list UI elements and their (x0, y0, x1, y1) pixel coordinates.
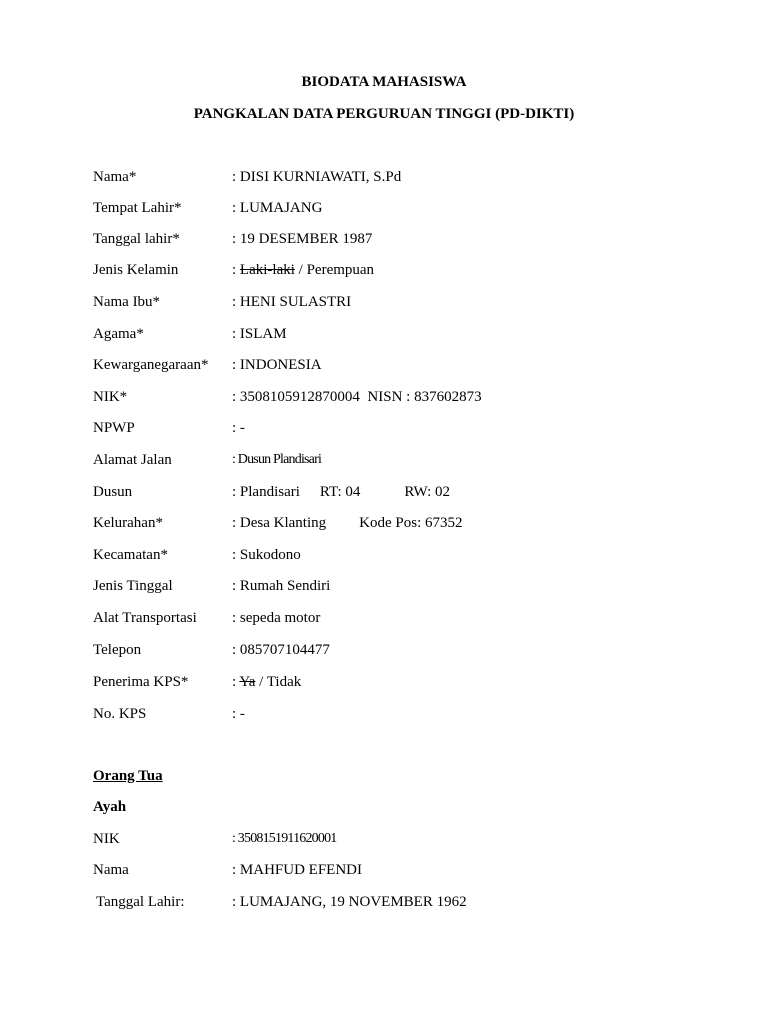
field-tempat-lahir (93, 198, 693, 218)
field-telepon (93, 640, 693, 660)
field-label: Alamat Jalan (93, 452, 172, 468)
field-value: : Sukodono (232, 547, 301, 563)
field-kecamatan (93, 545, 693, 565)
field-label: Agama* (93, 326, 144, 342)
field-jenis-kelamin (93, 260, 693, 280)
field-nama (93, 167, 693, 187)
field-kelurahan (93, 513, 693, 533)
kelurahan-value: : Desa Klanting (232, 515, 327, 531)
field-value: : LUMAJANG (232, 200, 323, 216)
field-label: Kewarganegaraan* (93, 357, 209, 373)
field-value (232, 513, 463, 533)
field-value: : 3508151911620001 (232, 831, 337, 846)
document-title: BIODATA MAHASISWA (301, 74, 467, 90)
field-label: Kelurahan* (93, 515, 163, 531)
field-label: Tanggal Lahir: (96, 894, 185, 910)
field-value: : ISLAM (232, 326, 287, 342)
field-label: Nama Ibu* (93, 294, 161, 310)
field-value: : Rumah Sendiri (232, 578, 331, 594)
field-label: NIK (93, 831, 120, 847)
field-value: : 085707104477 (232, 642, 330, 658)
field-value: : Dusun Plandisari (232, 452, 322, 467)
selected-option: / Tidak (255, 674, 302, 690)
field-label: Dusun (93, 484, 133, 500)
field-label: Tanggal lahir* (93, 231, 180, 247)
rw-value: RW: 02 (404, 484, 451, 500)
field-value: : INDONESIA (232, 357, 322, 373)
field-label: Nama (93, 862, 129, 878)
field-label: No. KPS (93, 706, 147, 722)
field-label: Jenis Tinggal (93, 578, 173, 594)
selected-option: / Perempuan (294, 262, 375, 278)
field-value: : 3508105912870004 NISN : 837602873 (232, 389, 482, 405)
field-value: : DISI KURNIAWATI, S.Pd (232, 169, 402, 185)
document-subtitle: PANGKALAN DATA PERGURUAN TINGGI (PD-DIKTI) (193, 106, 575, 122)
dusun-value: : Plandisari (232, 484, 300, 500)
field-value: : 19 DESEMBER 1987 (232, 231, 373, 247)
field-label: Telepon (93, 642, 142, 658)
field-ayah-tanggal-lahir (93, 892, 693, 912)
field-npwp (93, 418, 693, 438)
field-value: : sepeda motor (232, 610, 321, 626)
field-value (232, 672, 301, 692)
field-label: NIK* (93, 389, 128, 405)
field-label: Alat Transportasi (93, 610, 197, 626)
field-nama-ibu (93, 292, 693, 312)
field-value: : MAHFUD EFENDI (232, 862, 363, 878)
field-label: Penerima KPS* (93, 674, 189, 690)
struck-option: Ya (239, 674, 256, 690)
field-label: Tempat Lahir* (93, 200, 182, 216)
field-label: Kecamatan* (93, 547, 168, 563)
field-nik (93, 387, 693, 407)
field-penerima-kps (93, 672, 693, 692)
field-label: Jenis Kelamin (93, 262, 179, 278)
field-value: : LUMAJANG, 19 NOVEMBER 1962 (232, 894, 467, 910)
value-prefix: : (232, 674, 240, 690)
field-agama (93, 324, 693, 344)
kode-pos-value: Kode Pos: 67352 (359, 515, 463, 531)
field-value: : - (232, 706, 245, 722)
value-prefix: : (232, 262, 240, 278)
field-label: NPWP (93, 420, 135, 436)
field-value: : HENI SULASTRI (232, 294, 352, 310)
rt-value: RT: 04 (319, 484, 361, 500)
struck-option: Laki-laki (239, 262, 295, 278)
field-no-kps (93, 704, 693, 724)
section-orang-tua-heading: Orang Tua (93, 768, 163, 784)
section-ayah-heading: Ayah (93, 799, 127, 815)
field-ayah-nik (93, 829, 693, 849)
field-value (232, 482, 450, 502)
field-dusun (93, 482, 693, 502)
field-value: : - (232, 420, 245, 436)
field-alamat-jalan (93, 450, 693, 470)
field-jenis-tinggal (93, 576, 693, 596)
field-ayah-nama (93, 860, 693, 880)
field-label: Nama* (93, 169, 137, 185)
field-tanggal-lahir (93, 229, 693, 249)
field-value (232, 260, 374, 280)
field-kewarganegaraan (93, 355, 693, 375)
field-alat-transportasi (93, 608, 693, 628)
